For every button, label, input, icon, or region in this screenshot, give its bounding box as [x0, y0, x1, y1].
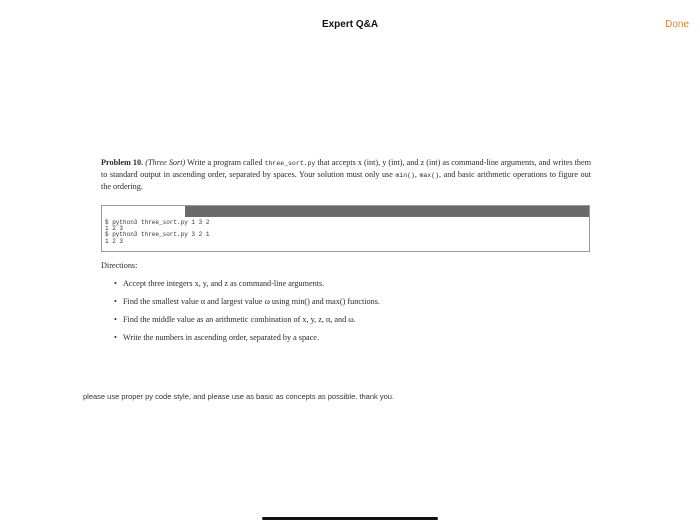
code-line: $ python3 three_sort.py 1 3 2 — [105, 219, 210, 226]
problem-statement — [101, 157, 591, 193]
directions-list — [114, 278, 380, 350]
direction-text: Write the numbers in ascending order, separated by a space. — [123, 333, 319, 342]
code-line: 1 2 3 — [105, 225, 124, 233]
code-lines — [105, 220, 209, 245]
problem-text: , — [414, 170, 420, 180]
bullet-icon: • — [114, 279, 117, 288]
problem-text: , and basic arithmetic operations to figure out the ordering. — [101, 170, 592, 192]
program-file: three_sort.py — [264, 160, 316, 167]
page-title: Expert Q&A — [321, 19, 379, 30]
max-function: max() — [419, 172, 440, 180]
list-item — [114, 296, 380, 314]
list-item — [114, 332, 380, 350]
problem-text: Write a program called — [185, 158, 265, 167]
bullet-icon: • — [114, 315, 117, 324]
direction-text: Find the middle value as an arithmetic combination of x, y, z, α, and ω. — [123, 315, 356, 324]
done-button[interactable]: Done — [665, 19, 689, 30]
min-function: min() — [395, 172, 415, 180]
code-example — [101, 205, 590, 252]
list-item — [114, 314, 380, 332]
problem-text: that accepts x (int), y (int), and z (int) as command-line arguments, and writes them to standard output in ascending order, separated by spaces. Your solution must only use — [101, 158, 592, 180]
direction-text: Find the smallest value α and largest value ω using min() and max() functions. — [123, 297, 380, 306]
home-indicator[interactable] — [262, 517, 438, 520]
question-comment: please use proper py code style, and please use as basic as concepts as possible. thank you. — [83, 392, 395, 401]
problem-label: Problem 10. — [101, 158, 144, 167]
bullet-icon: • — [114, 297, 117, 306]
code-line: 1 2 3 — [105, 237, 124, 245]
code-line: $ python3 three_sort.py 3 2 1 — [105, 231, 210, 239]
list-item — [114, 278, 380, 296]
bullet-icon: • — [114, 333, 117, 342]
direction-text: Accept three integers x, y, and z as command-line arguments. — [123, 279, 325, 288]
code-header-bar — [185, 206, 589, 217]
directions-heading: Directions: — [101, 261, 138, 270]
problem-name: (Three Sort) — [145, 158, 186, 167]
